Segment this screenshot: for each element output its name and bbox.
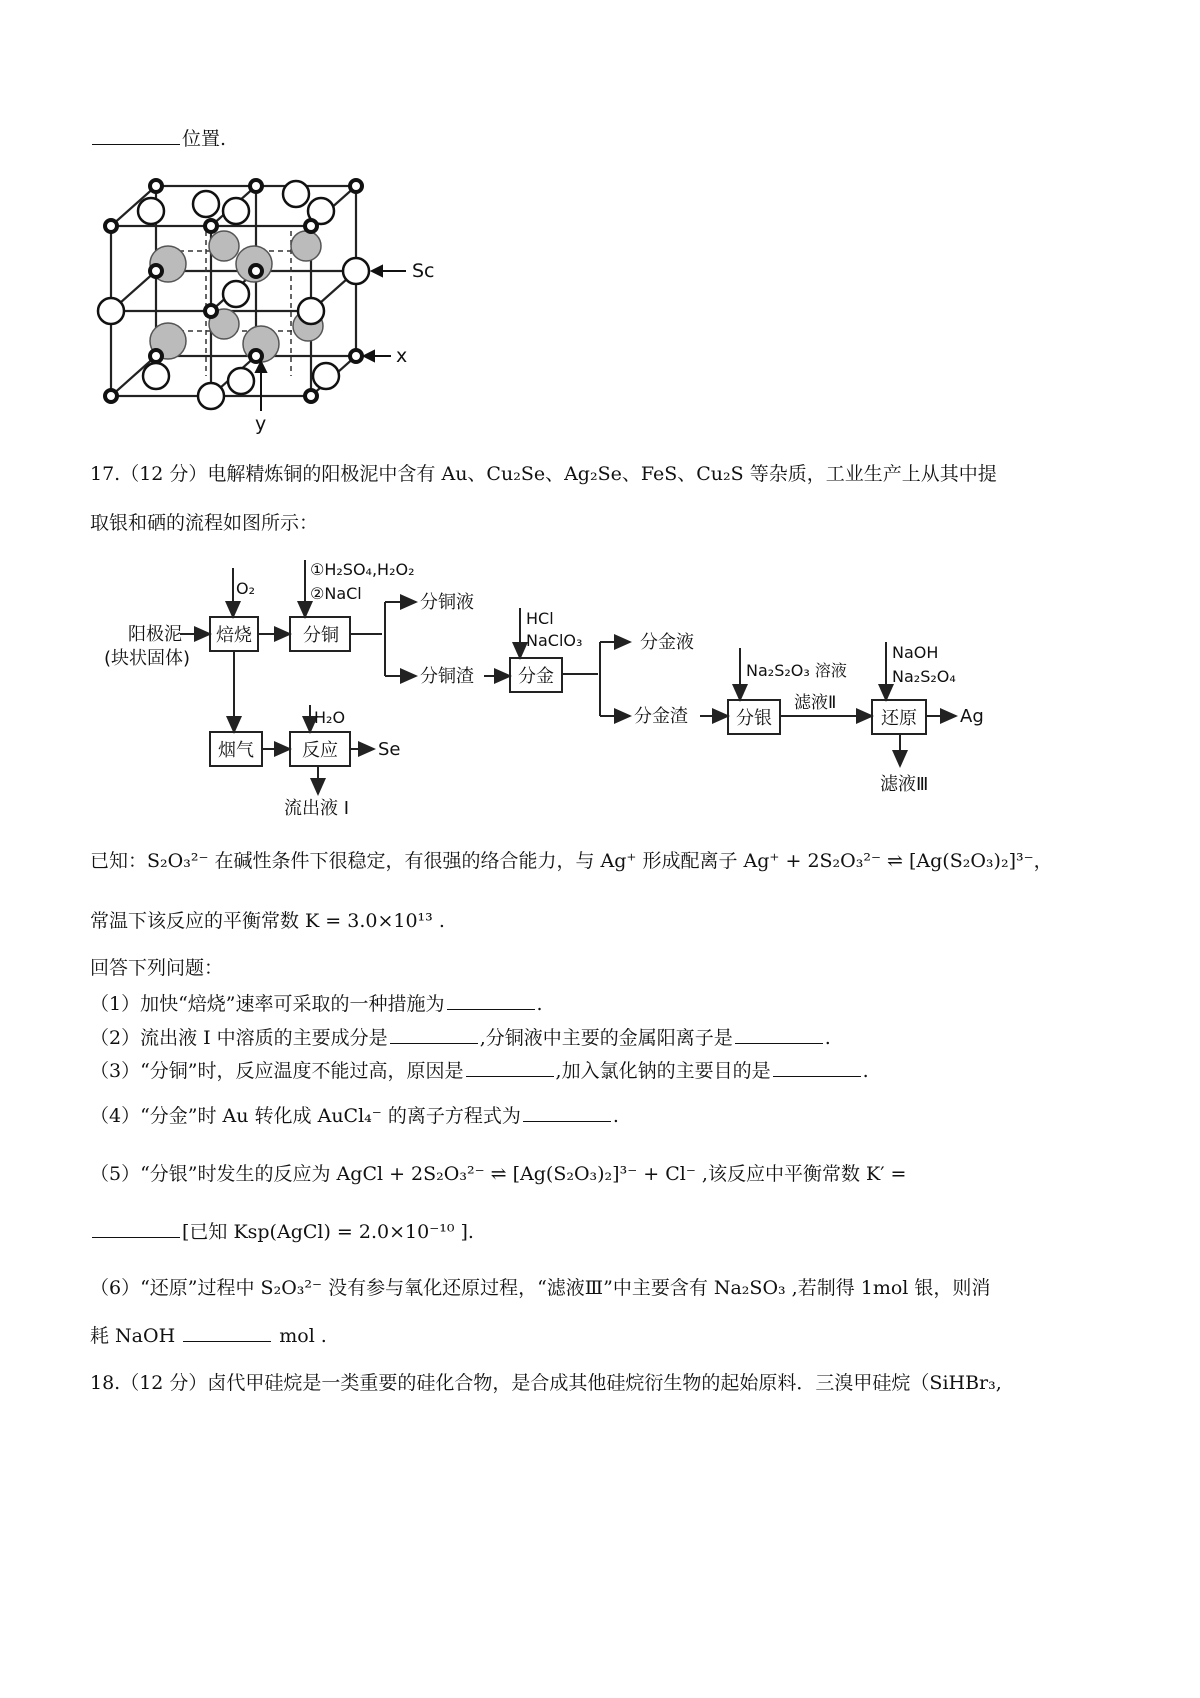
cu-liquid-label: 分铜液 (420, 592, 474, 613)
q17-header: 17.（12 分）电解精炼铜的阳极泥中含有 Au、Cu₂Se、Ag₂Se、FeS、Cu₂S 等杂质，工业生产上从其中提 (90, 463, 997, 485)
subq-5-line2 (90, 1221, 474, 1244)
subq-5: （5）“分银”时发生的反应为 AgCl + 2S₂O₃²⁻ ⇌ [Ag(S₂O₃)₂]³⁻ + Cl⁻ ,该反应中平衡常数 K′ = (90, 1163, 907, 1185)
au-residue-label: 分金渣 (634, 706, 688, 727)
answer-prompt: 回答下列问题： (90, 957, 224, 979)
answer-blank[interactable] (773, 1076, 861, 1077)
anode-mud-label: 阳极泥 (128, 624, 182, 645)
subq-3 (90, 1060, 869, 1083)
anode-mud-label2: (块状固体) (104, 648, 191, 669)
sep-ag-label: 分银 (736, 708, 772, 729)
top-line-text: 位置. (182, 128, 227, 150)
answer-blank[interactable] (92, 1237, 180, 1238)
o2-label: O₂ (236, 579, 256, 598)
process-flowchart (100, 550, 1000, 820)
reagent1-label: ①H₂SO₄,H₂O₂ (310, 560, 415, 579)
q18-header: 18.（12 分）卤代甲硅烷是一类重要的硅化合物，是合成其他硅烷衍生物的起始原料．三溴甲硅烷（SiHBr₃, (90, 1372, 1002, 1394)
subq-1-end: . (536, 993, 543, 1015)
filtrate3-label: 滤液Ⅲ (880, 774, 929, 795)
answer-blank[interactable] (183, 1341, 271, 1342)
answer-blank[interactable] (523, 1121, 611, 1122)
subq-4-end: . (612, 1105, 619, 1127)
known-line2: 常温下该反应的平衡常数 K = 3.0×10¹³ . (90, 910, 445, 932)
subq-3-end: . (862, 1060, 869, 1082)
smoke-label: 烟气 (218, 740, 254, 761)
subq-6: （6）“还原”过程中 S₂O₃²⁻ 没有参与氧化还原过程，“滤液Ⅲ”中主要含有 Na₂SO₃ ,若制得 1mol 银，则消 (90, 1277, 991, 1299)
known-line1: 已知：S₂O₃²⁻ 在碱性条件下很稳定，有很强的络合能力，与 Ag⁺ 形成配离子 Ag⁺ + 2S₂O₃²⁻ ⇌ [Ag(S₂O₃)₂]³⁻， (90, 850, 1053, 872)
x-label: x (396, 345, 408, 367)
na2s2o3-label: Na₂S₂O₃ 溶液 (746, 661, 847, 680)
subq-1 (90, 993, 543, 1016)
y-label: y (255, 413, 267, 435)
subq-4 (90, 1105, 619, 1128)
subq-3-text: （3）“分铜”时，反应温度不能过高，原因是 (90, 1060, 464, 1082)
effluent-label: 流出液 I (284, 798, 350, 819)
reagent2-label: ②NaCl (310, 584, 362, 603)
subq-6-end: mol . (279, 1325, 327, 1347)
subq-2-end: . (824, 1027, 831, 1049)
hcl-label: HCl (526, 609, 554, 628)
ag-product-label: Ag (960, 706, 984, 727)
subq-2-mid: ,分铜液中主要的金属阳离子是 (479, 1027, 733, 1049)
subq-1-text: （1）加快“焙烧”速率可采取的一种措施为 (90, 993, 445, 1015)
naclo3-label: NaClO₃ (526, 631, 583, 650)
roast-label: 焙烧 (216, 625, 252, 646)
answer-blank[interactable] (466, 1076, 554, 1077)
sc-label: Sc (412, 260, 435, 282)
na2s2o4-label: Na₂S₂O₄ (892, 667, 956, 686)
subq-4-text: （4）“分金”时 Au 转化成 AuCl₄⁻ 的离子方程式为 (90, 1105, 521, 1127)
subq-6-line2 (90, 1325, 327, 1348)
subq-2 (90, 1027, 831, 1050)
se-label: Se (378, 739, 401, 760)
answer-blank[interactable] (735, 1043, 823, 1044)
h2o-label: H₂O (314, 708, 346, 727)
reduce-label: 还原 (881, 708, 917, 729)
answer-blank[interactable] (447, 1009, 535, 1010)
subq-3-mid: ,加入氯化钠的主要目的是 (555, 1060, 771, 1082)
q17-header-line2: 取银和硒的流程如图所示： (90, 512, 319, 534)
crystal-structure-figure (96, 176, 446, 436)
top-line (90, 128, 226, 151)
react-label: 反应 (302, 740, 338, 761)
subq-5-end: [已知 Ksp(AgCl) = 2.0×10⁻¹⁰ ]. (182, 1221, 474, 1243)
answer-blank[interactable] (92, 144, 180, 145)
cu-residue-label: 分铜渣 (420, 666, 474, 687)
filtrate2-label: 滤液Ⅱ (794, 693, 837, 713)
sep-au-label: 分金 (518, 666, 554, 687)
sep-cu-label: 分铜 (303, 625, 339, 646)
answer-blank[interactable] (390, 1043, 478, 1044)
au-liquid-label: 分金液 (640, 632, 694, 653)
subq-6-text: 耗 NaOH (90, 1325, 176, 1347)
subq-2-text: （2）流出液 I 中溶质的主要成分是 (90, 1027, 388, 1049)
naoh-label: NaOH (892, 643, 939, 662)
